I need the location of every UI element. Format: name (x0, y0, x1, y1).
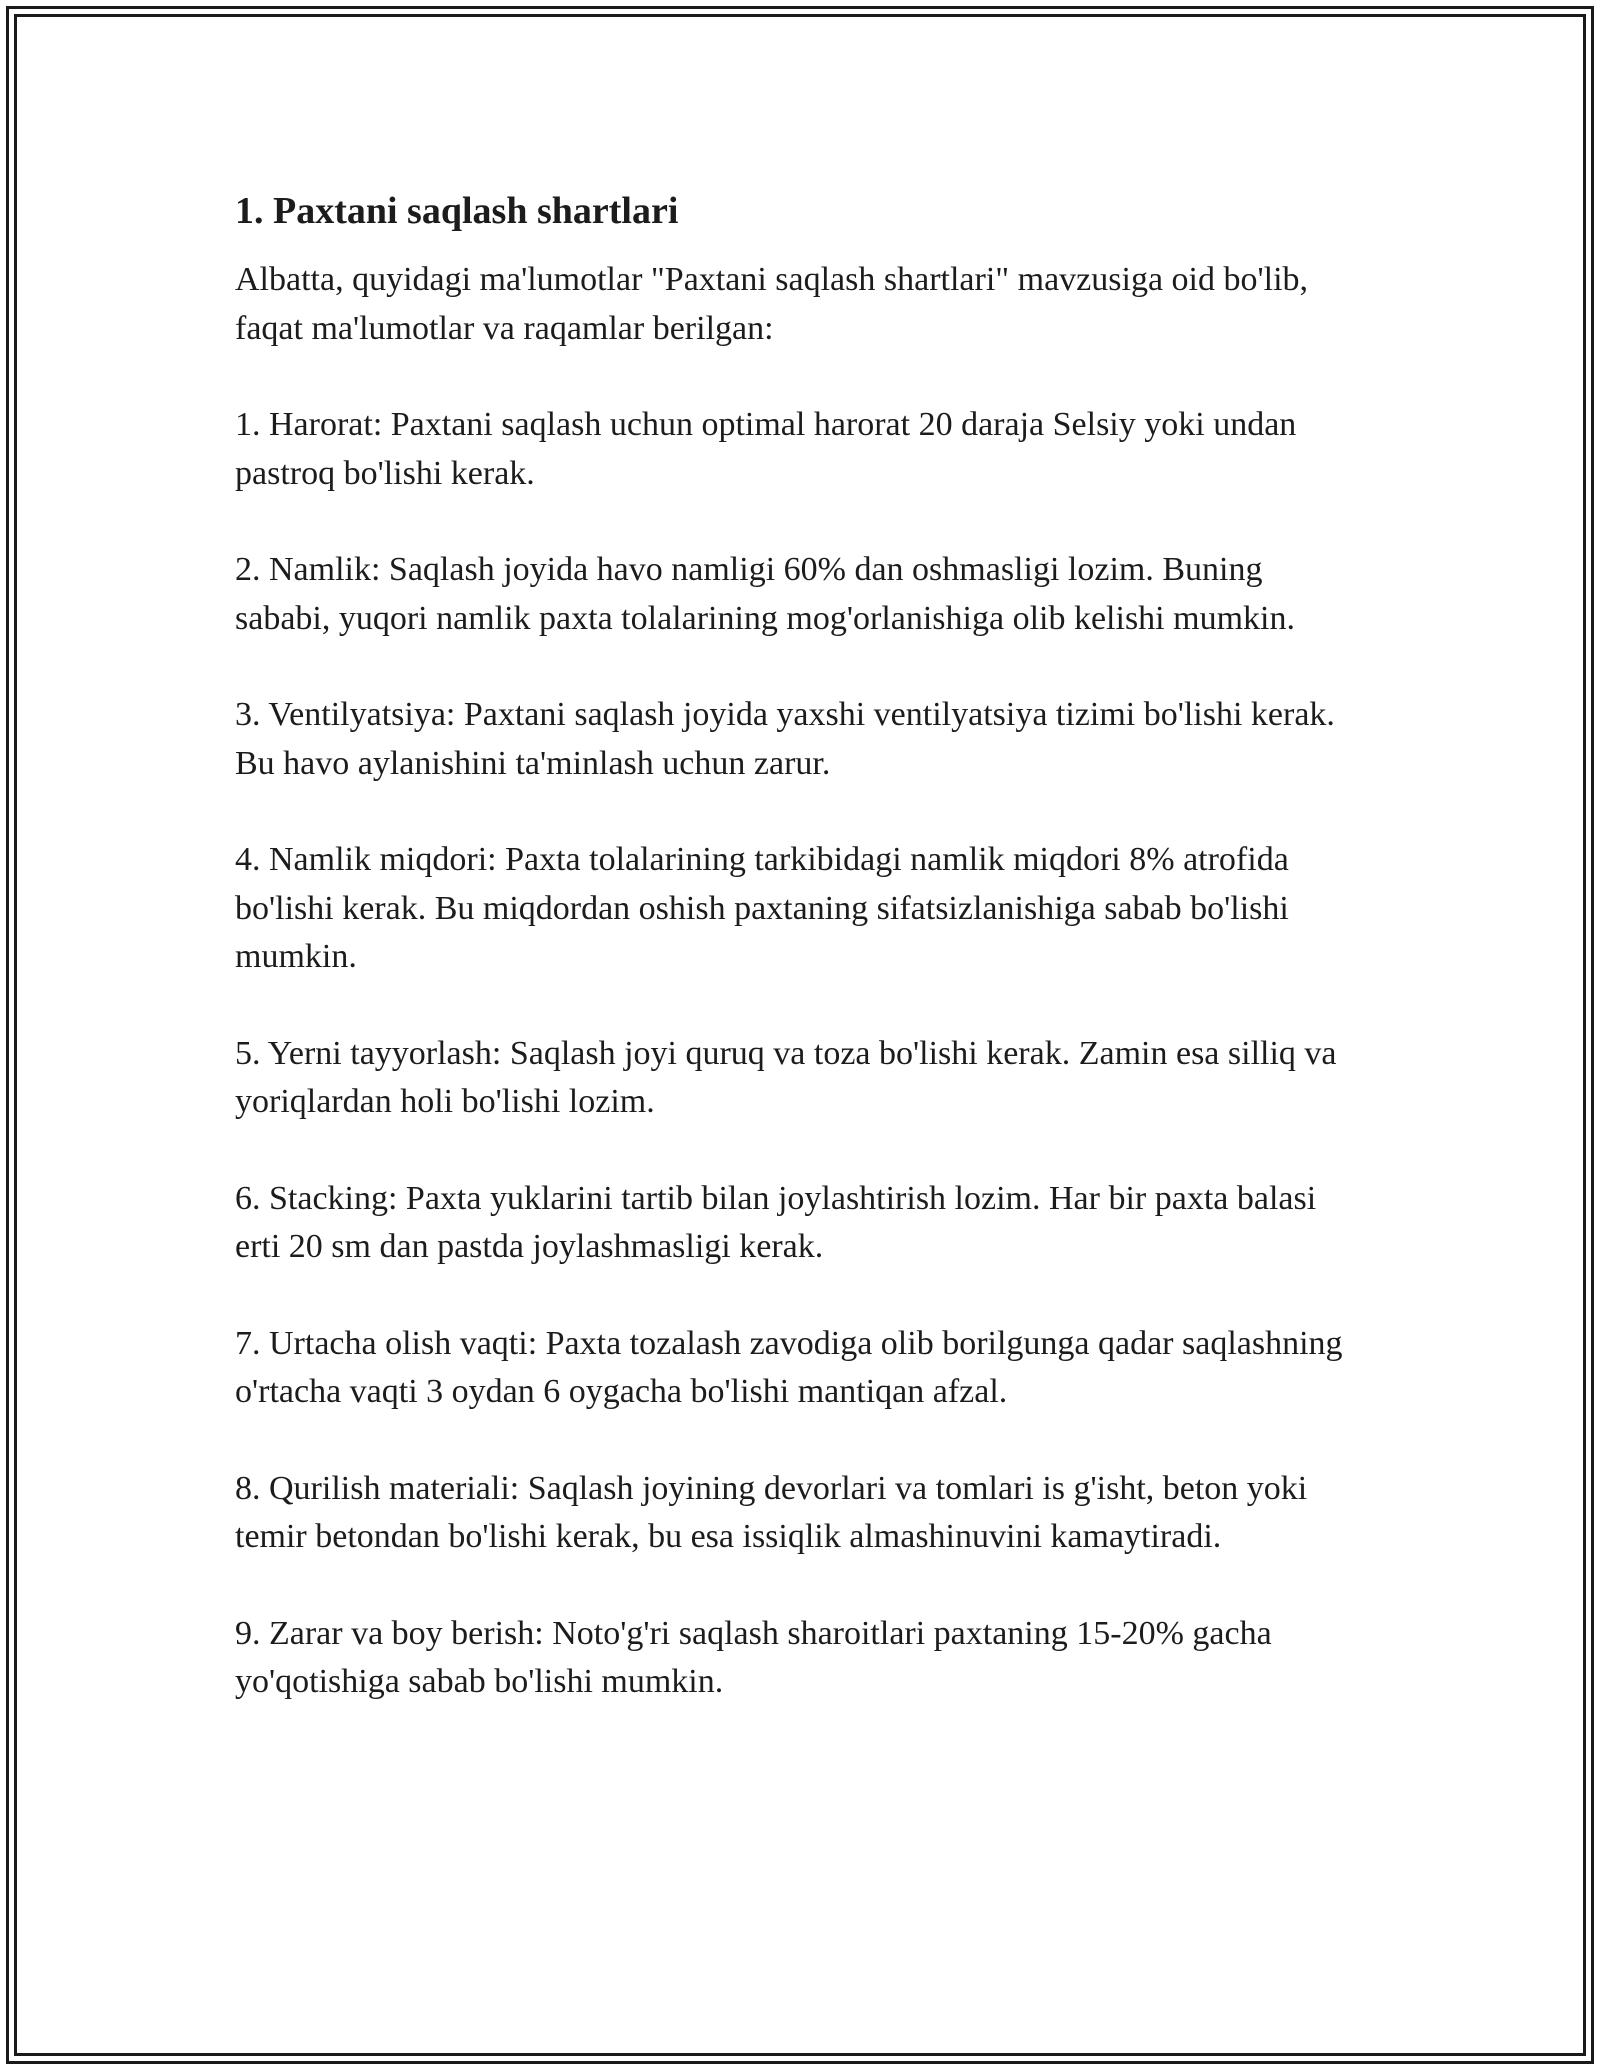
list-item-qurilish-materiali: 8. Qurilish materiali: Saqlash joyining devorlari va tomlari is g'isht, beton yoki temir betondan bo'lishi kerak, bu esa issiqlik almashinuvini kamaytiradi. (235, 1469, 1308, 1555)
list-item-namlik-miqdori: 4. Namlik miqdori: Paxta tolalarining tarkibidagi namlik miqdori 8% atrofida bo'lishi kerak. Bu miqdordan oshish paxtaning sifatsizlanishiga sabab bo'lishi mumkin. (235, 841, 1289, 975)
list-item-ventilyatsiya: 3. Ventilyatsiya: Paxtani saqlash joyida yaxshi ventilyatsiya tizimi bo'lishi kerak. Bu havo aylanishini ta'minlash uchun zarur. (235, 696, 1335, 782)
list-item-harorat: 1. Harorat: Paxtani saqlash uchun optimal harorat 20 daraja Selsiy yoki undan pastroq bo'lishi kerak. (235, 406, 1297, 492)
list-item-namlik: 2. Namlik: Saqlash joyida havo namligi 60% dan oshmasligi lozim. Buning sababi, yuqori namlik paxta tolalarining mog'orlanishiga olib kelishi mumkin. (235, 551, 1295, 637)
list-item-urtacha-olish-vaqti: 7. Urtacha olish vaqti: Paxta tozalash zavodiga olib borilgunga qadar saqlashning o'rtacha vaqti 3 oydan 6 oygacha bo'lishi mantiqan afzal. (235, 1324, 1343, 1410)
document-title: 1. Paxtani saqlash shartlari (235, 190, 679, 232)
intro-paragraph: Albatta, quyidagi ma'lumotlar "Paxtani saqlash shartlari" mavzusiga oid bo'lib, faqat ma'lumotlar va raqamlar berilgan: (235, 261, 1309, 347)
list-item-stacking: 6. Stacking: Paxta yuklarini tartib bilan joylashtirish lozim. Har bir paxta balasi erti 20 sm dan pastda joylashmasligi kerak. (235, 1179, 1317, 1265)
list-item-yerni-tayyorlash: 5. Yerni tayyorlash: Saqlash joyi quruq va toza bo'lishi kerak. Zamin esa silliq va yoriqlardan holi bo'lishi lozim. (235, 1034, 1337, 1120)
list-item-zarar-va-boy-berish: 9. Zarar va boy berish: Noto'g'ri saqlash sharoitlari paxtaning 15-20% gacha yo'qotishiga sabab bo'lishi mumkin. (235, 1614, 1272, 1700)
document-body (235, 186, 1365, 1707)
